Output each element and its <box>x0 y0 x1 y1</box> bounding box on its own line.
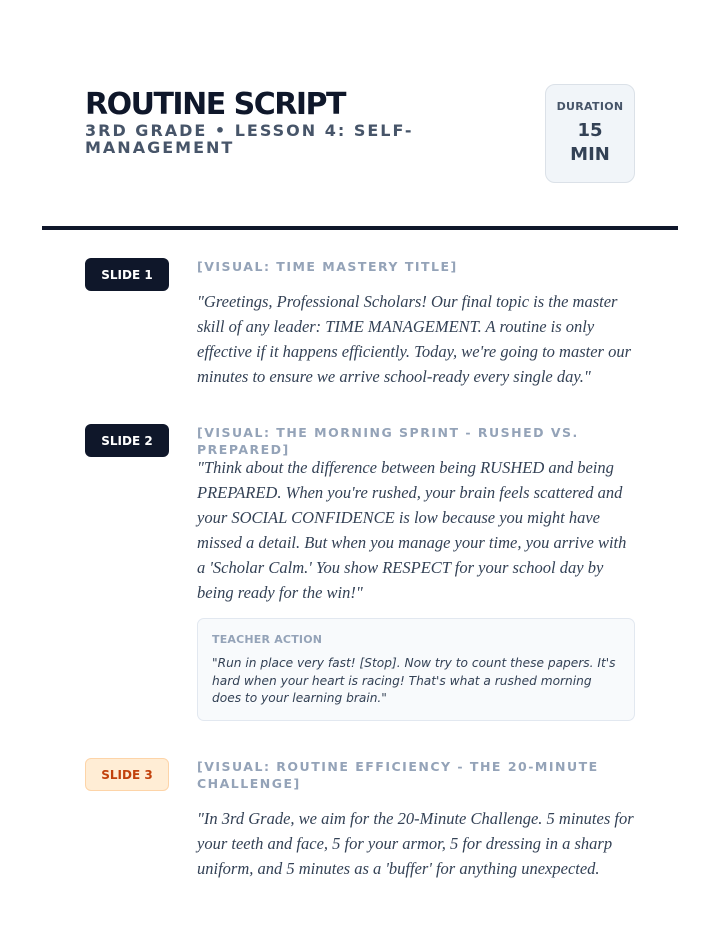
teacher-action-box <box>197 618 635 721</box>
duration-label: DURATION <box>556 100 624 113</box>
visual-cue: [VISUAL: ROUTINE EFFICIENCY - THE 20-MINUTE CHALLENGE] <box>197 759 599 791</box>
header <box>85 84 640 194</box>
slide-badge: SLIDE 2 <box>85 424 169 457</box>
script-text: "In 3rd Grade, we aim for the 20-Minute Challenge. 5 minutes for your teeth and face, 5 for your armor, 5 for dressing in a sharp uniform, and 5 minutes as a 'buffer' for anything unexpected. <box>197 809 634 878</box>
script-text: "Think about the difference between being RUSHED and being PREPARED. When you're rushed, your brain feels scattered and your SOCIAL CONFIDENCE is low because you might have missed a detail. But when you manage your time, you arrive with a 'Scholar Calm.' You show RESPECT for your school day by being ready for the win!" <box>197 458 627 602</box>
visual-cue: [VISUAL: TIME MASTERY TITLE] <box>197 259 458 274</box>
slide-badge: SLIDE 1 <box>85 258 169 291</box>
teacher-action-text: "Run in place very fast! [Stop]. Now try to count these papers. It's hard when your heart is racing! That's what a rushed morning does to your learning brain." <box>212 656 616 705</box>
duration-card <box>545 84 635 183</box>
page-title: ROUTINE SCRIPT <box>85 87 345 122</box>
slide-badge: SLIDE 3 <box>85 758 169 791</box>
duration-value: 15 MIN <box>570 120 610 165</box>
visual-cue: [VISUAL: THE MORNING SPRINT - RUSHED VS. PREPARED] <box>197 425 579 457</box>
script-text: "Greetings, Professional Scholars! Our final topic is the master skill of any leader: TIME MANAGEMENT. A routine is only effective if it happens efficiently. Today, we're going to master our minutes to ensure we arrive school-ready every single day." <box>197 292 631 386</box>
header-divider <box>42 226 678 230</box>
teacher-action-label: TEACHER ACTION <box>212 633 323 646</box>
page-subtitle: 3RD GRADE • LESSON 4: SELF-MANAGEMENT <box>85 121 414 157</box>
